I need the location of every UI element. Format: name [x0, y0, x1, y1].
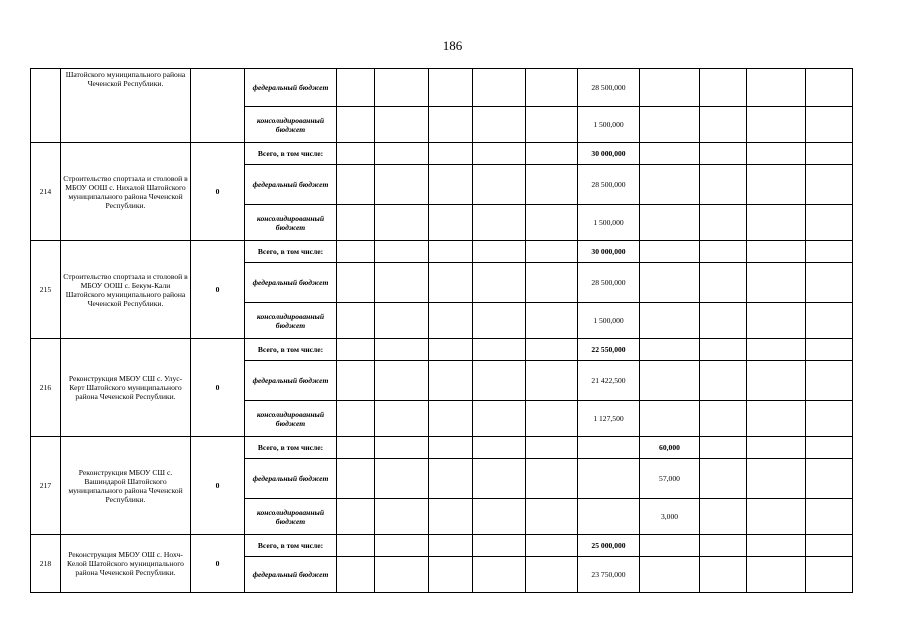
- empty-cell: [747, 303, 806, 339]
- empty-cell: [337, 557, 375, 593]
- empty-cell: [806, 303, 853, 339]
- empty-cell: [700, 459, 747, 499]
- empty-cell: [473, 107, 526, 143]
- empty-cell: [806, 241, 853, 263]
- empty-cell: [473, 535, 526, 557]
- empty-cell: [429, 459, 473, 499]
- empty-cell: [806, 361, 853, 401]
- empty-cell: [375, 361, 429, 401]
- empty-cell: [429, 535, 473, 557]
- amount-cell: 25 000,000: [578, 535, 640, 557]
- amount-next-cell: [640, 143, 700, 165]
- empty-cell: [429, 401, 473, 437]
- amount-next-cell: 57,000: [640, 459, 700, 499]
- empty-cell: [337, 361, 375, 401]
- empty-cell: [700, 557, 747, 593]
- empty-cell: [375, 339, 429, 361]
- empty-cell: [526, 361, 578, 401]
- empty-cell: [375, 557, 429, 593]
- amount-next-cell: [640, 361, 700, 401]
- funding-source: консолидированный бюджет: [245, 303, 337, 339]
- empty-cell: [526, 205, 578, 241]
- empty-cell: [747, 339, 806, 361]
- amount-cell: [578, 437, 640, 459]
- empty-cell: [526, 437, 578, 459]
- amount-cell: 21 422,500: [578, 361, 640, 401]
- empty-cell: [337, 339, 375, 361]
- empty-cell: [526, 263, 578, 303]
- empty-cell: [337, 437, 375, 459]
- empty-cell: [429, 499, 473, 535]
- empty-cell: [375, 263, 429, 303]
- empty-cell: [700, 165, 747, 205]
- amount-cell: 28 500,000: [578, 165, 640, 205]
- empty-cell: [806, 535, 853, 557]
- zero-value: 0: [191, 339, 245, 437]
- amount-next-cell: [640, 535, 700, 557]
- project-name: Строительство спортзала и столовой в МБОУ ООШ с. Нихалой Шатойского муниципального района Чеченской Республики.: [61, 143, 191, 241]
- empty-cell: [806, 499, 853, 535]
- empty-cell: [526, 303, 578, 339]
- row-number: 216: [31, 339, 61, 437]
- amount-next-cell: [640, 241, 700, 263]
- row-number: 214: [31, 143, 61, 241]
- empty-cell: [700, 499, 747, 535]
- empty-cell: [429, 241, 473, 263]
- empty-cell: [700, 263, 747, 303]
- empty-cell: [375, 107, 429, 143]
- empty-cell: [747, 143, 806, 165]
- empty-cell: [375, 437, 429, 459]
- empty-cell: [337, 499, 375, 535]
- empty-cell: [806, 339, 853, 361]
- amount-next-cell: [640, 401, 700, 437]
- empty-cell: [337, 143, 375, 165]
- amount-next-cell: 3,000: [640, 499, 700, 535]
- empty-cell: [806, 107, 853, 143]
- total-label: Всего, в том числе:: [245, 241, 337, 263]
- empty-cell: [526, 241, 578, 263]
- empty-cell: [473, 401, 526, 437]
- empty-cell: [337, 459, 375, 499]
- empty-cell: [700, 303, 747, 339]
- empty-cell: [429, 437, 473, 459]
- empty-cell: [375, 401, 429, 437]
- empty-cell: [700, 339, 747, 361]
- table-row: [31, 339, 853, 361]
- budget-table: [30, 68, 853, 593]
- empty-cell: [700, 361, 747, 401]
- amount-next-cell: [640, 303, 700, 339]
- empty-cell: [337, 263, 375, 303]
- empty-cell: [747, 535, 806, 557]
- row-number: 218: [31, 535, 61, 593]
- empty-cell: [375, 241, 429, 263]
- amount-cell: 28 500,000: [578, 263, 640, 303]
- empty-cell: [473, 361, 526, 401]
- amount-cell: [578, 459, 640, 499]
- funding-source: федеральный бюджет: [245, 263, 337, 303]
- empty-cell: [747, 499, 806, 535]
- project-name: Реконструкция МБОУ СШ с. Улус-Керт Шатойского муниципального района Чеченской Республики.: [61, 339, 191, 437]
- empty-cell: [747, 557, 806, 593]
- empty-cell: [806, 263, 853, 303]
- empty-cell: [337, 165, 375, 205]
- empty-cell: [747, 361, 806, 401]
- empty-cell: [526, 499, 578, 535]
- empty-cell: [473, 263, 526, 303]
- empty-cell: [429, 263, 473, 303]
- amount-cell: 30 000,000: [578, 241, 640, 263]
- empty-cell: [473, 205, 526, 241]
- total-label: Всего, в том числе:: [245, 437, 337, 459]
- empty-cell: [526, 107, 578, 143]
- project-name: Реконструкция МБОУ ОШ с. Нохч-Келой Шатойского муниципального района Чеченской Республики.: [61, 535, 191, 593]
- empty-cell: [429, 339, 473, 361]
- empty-cell: [526, 143, 578, 165]
- total-label: Всего, в том числе:: [245, 339, 337, 361]
- empty-cell: [473, 499, 526, 535]
- zero-value: 0: [191, 143, 245, 241]
- amount-cell: 1 500,000: [578, 303, 640, 339]
- empty-cell: [806, 557, 853, 593]
- empty-cell: [473, 459, 526, 499]
- empty-cell: [806, 401, 853, 437]
- empty-cell: [473, 143, 526, 165]
- amount-cell: 1 127,500: [578, 401, 640, 437]
- page-number: 186: [442, 38, 463, 53]
- funding-source: федеральный бюджет: [245, 165, 337, 205]
- zero-value: 0: [191, 241, 245, 339]
- empty-cell: [747, 165, 806, 205]
- amount-next-cell: [640, 69, 700, 107]
- funding-source: консолидированный бюджет: [245, 205, 337, 241]
- empty-cell: [375, 69, 429, 107]
- empty-cell: [429, 143, 473, 165]
- table-row: [31, 69, 853, 107]
- empty-cell: [375, 459, 429, 499]
- table-row: [31, 143, 853, 165]
- empty-cell: [526, 69, 578, 107]
- empty-cell: [700, 69, 747, 107]
- empty-cell: [429, 165, 473, 205]
- amount-next-cell: [640, 263, 700, 303]
- empty-cell: [473, 165, 526, 205]
- empty-cell: [337, 107, 375, 143]
- amount-cell: 1 500,000: [578, 107, 640, 143]
- empty-cell: [747, 401, 806, 437]
- empty-cell: [473, 557, 526, 593]
- empty-cell: [473, 241, 526, 263]
- empty-cell: [526, 165, 578, 205]
- empty-cell: [337, 205, 375, 241]
- empty-cell: [526, 535, 578, 557]
- empty-cell: [806, 437, 853, 459]
- amount-next-cell: [640, 165, 700, 205]
- empty-cell: [526, 557, 578, 593]
- row-number: 215: [31, 241, 61, 339]
- total-label: Всего, в том числе:: [245, 535, 337, 557]
- funding-source: федеральный бюджет: [245, 459, 337, 499]
- empty-cell: [473, 303, 526, 339]
- empty-cell: [429, 557, 473, 593]
- project-name: Реконструкция МБОУ СШ с. Вашиндарой Шатойского муниципального района Чеченской Республики.: [61, 437, 191, 535]
- empty-cell: [747, 107, 806, 143]
- empty-cell: [375, 499, 429, 535]
- empty-cell: [337, 303, 375, 339]
- amount-cell: 23 750,000: [578, 557, 640, 593]
- empty-cell: [526, 339, 578, 361]
- empty-cell: [747, 205, 806, 241]
- empty-cell: [700, 143, 747, 165]
- empty-cell: [473, 339, 526, 361]
- empty-cell: [747, 459, 806, 499]
- empty-cell: [806, 143, 853, 165]
- amount-next-cell: [640, 205, 700, 241]
- empty-cell: [700, 401, 747, 437]
- empty-cell: [526, 459, 578, 499]
- empty-cell: [473, 437, 526, 459]
- amount-next-cell: 60,000: [640, 437, 700, 459]
- amount-cell: 30 000,000: [578, 143, 640, 165]
- empty-cell: [700, 241, 747, 263]
- empty-cell: [806, 165, 853, 205]
- empty-cell: [375, 165, 429, 205]
- amount-cell: 1 500,000: [578, 205, 640, 241]
- funding-source: федеральный бюджет: [245, 69, 337, 107]
- empty-cell: [337, 241, 375, 263]
- amount-cell: 22 550,000: [578, 339, 640, 361]
- empty-cell: [429, 205, 473, 241]
- amount-next-cell: [640, 107, 700, 143]
- empty-cell: [375, 535, 429, 557]
- total-label: Всего, в том числе:: [245, 143, 337, 165]
- empty-cell: [337, 535, 375, 557]
- funding-source: консолидированный бюджет: [245, 499, 337, 535]
- funding-source: консолидированный бюджет: [245, 401, 337, 437]
- empty-cell: [375, 205, 429, 241]
- empty-cell: [747, 69, 806, 107]
- zero-value: 0: [191, 437, 245, 535]
- funding-source: федеральный бюджет: [245, 361, 337, 401]
- zero-value: 0: [191, 535, 245, 593]
- funding-source: федеральный бюджет: [245, 557, 337, 593]
- empty-cell: [700, 107, 747, 143]
- empty-cell: [747, 241, 806, 263]
- empty-cell: [375, 303, 429, 339]
- empty-cell: [526, 401, 578, 437]
- empty-cell: [375, 143, 429, 165]
- project-name: Строительство спортзала и столовой в МБОУ ООШ с. Бекум-Кали Шатойского муниципального района Чеченской Республики.: [61, 241, 191, 339]
- table-row: [31, 241, 853, 263]
- project-name: Шатойского муниципального района Чеченской Республики.: [61, 69, 191, 143]
- empty-cell: [429, 107, 473, 143]
- empty-cell: [337, 69, 375, 107]
- empty-cell: [747, 263, 806, 303]
- table-row: [31, 437, 853, 459]
- empty-cell: [429, 361, 473, 401]
- amount-next-cell: [640, 339, 700, 361]
- empty-cell: [429, 69, 473, 107]
- empty-cell: [473, 69, 526, 107]
- empty-cell: [429, 303, 473, 339]
- amount-cell: 28 500,000: [578, 69, 640, 107]
- empty-cell: [806, 69, 853, 107]
- amount-cell: [578, 499, 640, 535]
- empty-cell: [700, 437, 747, 459]
- empty-cell: [747, 437, 806, 459]
- row-number: 217: [31, 437, 61, 535]
- zero-cell: [191, 69, 245, 143]
- empty-cell: [806, 459, 853, 499]
- funding-source: консолидированный бюджет: [245, 107, 337, 143]
- row-number-cell: [31, 69, 61, 143]
- amount-next-cell: [640, 557, 700, 593]
- empty-cell: [700, 205, 747, 241]
- empty-cell: [337, 401, 375, 437]
- empty-cell: [700, 535, 747, 557]
- table-row: [31, 535, 853, 557]
- empty-cell: [806, 205, 853, 241]
